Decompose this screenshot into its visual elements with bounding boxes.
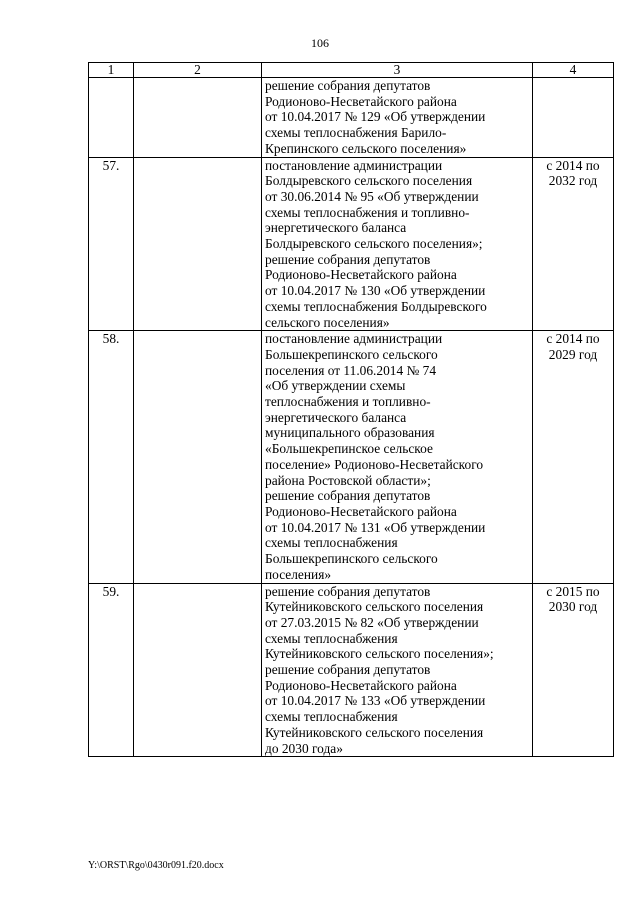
period-line: с 2014 по: [546, 157, 600, 173]
period-cell: [533, 78, 614, 158]
header-cell-3: 3: [262, 63, 533, 78]
row-number-cell: 57.: [89, 157, 134, 331]
document-line: Кутейниковского сельского поселения»;: [265, 646, 494, 662]
period-cell: [533, 331, 614, 583]
document-line: Кутейниковского сельского поселения: [265, 599, 484, 615]
document-line: решение собрания депутатов: [265, 78, 431, 93]
period-line: 2032 год: [548, 173, 598, 189]
document-line: Большекрепинского сельского: [265, 551, 438, 567]
file-path-footer: Y:\ORST\Rgo\0430r091.f20.docx: [88, 860, 224, 871]
row-number-cell: [89, 78, 134, 158]
document-line: от 27.03.2015 № 82 «Об утверждении: [265, 614, 479, 630]
document-line: схемы теплоснабжения: [265, 630, 398, 646]
document-line: схемы теплоснабжения Барило-: [265, 125, 447, 141]
document-line: «Об утверждении схемы: [265, 378, 406, 394]
document-line: муниципального образования: [265, 425, 435, 441]
row-number-cell: 59.: [89, 583, 134, 757]
document-line: района Ростовской области»;: [265, 472, 431, 488]
document-line: поселения от 11.06.2014 № 74: [265, 362, 437, 378]
document-line: от 10.04.2017 № 131 «Об утверждении: [265, 519, 486, 535]
period-line: 2029 год: [548, 346, 598, 362]
document-line: Крепинского сельского поселения»: [265, 140, 467, 156]
document-line: поселение» Родионово-Несветайского: [265, 456, 484, 472]
table-row-58: [89, 331, 614, 583]
document-line: Родионово-Несветайского района: [265, 677, 457, 693]
row-number-cell: 58.: [89, 331, 134, 583]
document-line: энергетического баланса: [265, 220, 407, 236]
column-2-cell: [134, 331, 262, 583]
document-line: постановление администрации: [265, 331, 443, 347]
document-line: от 10.04.2017 № 133 «Об утверждении: [265, 693, 486, 709]
column-2-cell: [134, 78, 262, 158]
table-row-57: [89, 157, 614, 331]
document-line: Кутейниковского сельского поселения: [265, 724, 484, 740]
page-number: 106: [311, 36, 329, 50]
column-2-cell: [134, 157, 262, 331]
document-line: постановление администрации: [265, 157, 443, 173]
period-line: с 2014 по: [546, 331, 600, 347]
document-cell: [262, 157, 533, 331]
document-line: Болдыревского сельского поселения»;: [265, 236, 483, 252]
document-line: Родионово-Несветайского района: [265, 267, 457, 283]
document-cell: [262, 583, 533, 757]
document-line: решение собрания депутатов: [265, 583, 431, 599]
document-line: схемы теплоснабжения и топливно-: [265, 204, 470, 220]
document-line: поселения»: [265, 566, 332, 582]
table-row-continuation: [89, 78, 614, 158]
header-cell-2: 2: [134, 63, 262, 78]
document-line: Родионово-Несветайского района: [265, 503, 457, 519]
period-line: с 2015 по: [546, 583, 600, 599]
document-line: Большекрепинского сельского: [265, 346, 438, 362]
document-line: «Большекрепинское сельское: [265, 441, 433, 457]
period-cell: [533, 157, 614, 331]
period-line: 2030 год: [548, 599, 598, 615]
table-row-59: [89, 583, 614, 757]
document-line: Болдыревского сельского поселения: [265, 173, 473, 189]
period-cell: [533, 583, 614, 757]
table-header-row: [89, 63, 614, 78]
document-line: схемы теплоснабжения: [265, 709, 398, 725]
column-2-cell: [134, 583, 262, 757]
document-line: решение собрания депутатов: [265, 488, 431, 504]
document-line: схемы теплоснабжения Болдыревского: [265, 298, 487, 314]
document-line: Родионово-Несветайского района: [265, 93, 457, 109]
document-line: от 30.06.2014 № 95 «Об утверждении: [265, 188, 479, 204]
header-cell-4: 4: [533, 63, 614, 78]
document-line: теплоснабжения и топливно-: [265, 394, 431, 410]
document-line: энергетического баланса: [265, 409, 407, 425]
document-line: до 2030 года»: [265, 740, 343, 756]
document-line: решение собрания депутатов: [265, 662, 431, 678]
legal-acts-table: [88, 62, 614, 757]
document-line: решение собрания депутатов: [265, 251, 431, 267]
document-line: схемы теплоснабжения: [265, 535, 398, 551]
document-line: от 10.04.2017 № 129 «Об утверждении: [265, 109, 486, 125]
document-line: сельского поселения»: [265, 314, 390, 330]
document-line: от 10.04.2017 № 130 «Об утверждении: [265, 283, 486, 299]
document-cell: [262, 78, 533, 158]
header-cell-1: 1: [89, 63, 134, 78]
document-cell: [262, 331, 533, 583]
